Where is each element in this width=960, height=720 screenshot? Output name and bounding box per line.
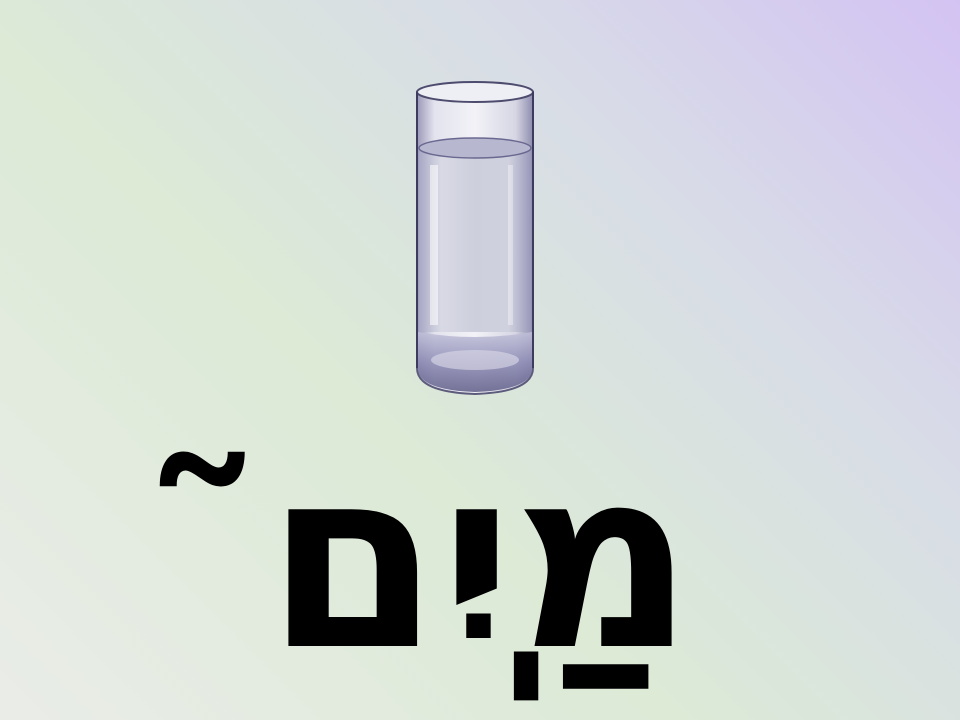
hebrew-word: מַיִֽם̃ [265, 414, 695, 705]
water-glass-icon [400, 70, 550, 405]
